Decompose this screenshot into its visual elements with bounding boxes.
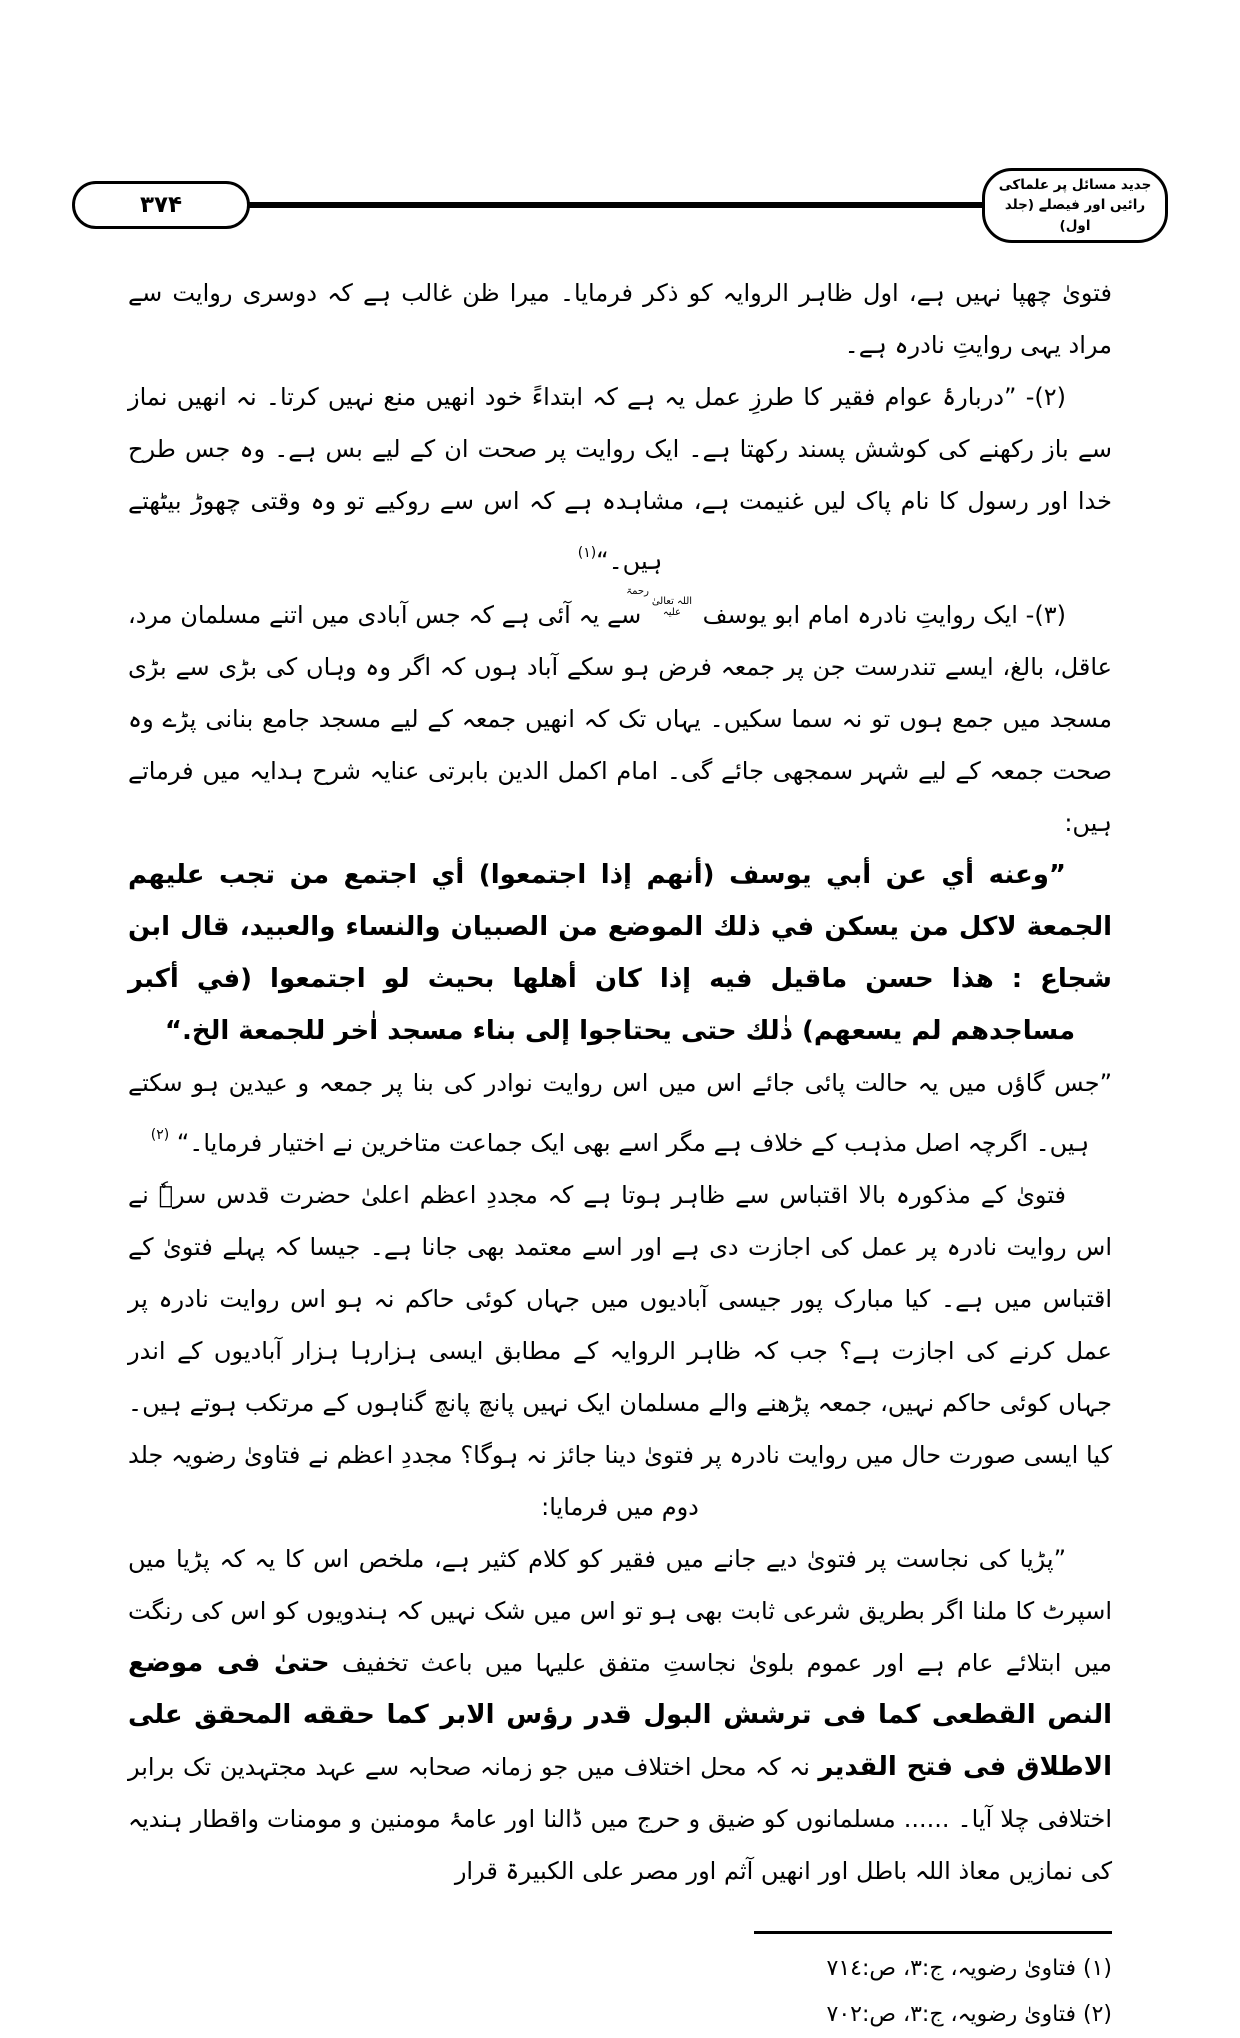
paragraph-2-text: (۲)- ”دربارۂ عوام فقیر کا طرزِ عمل یہ ہے کہ ابتداءً خود انھیں منع نہیں کرتا۔ نہ انھیں نماز سے باز رکھنے کی کوشش پسند رکھتا ہے۔ ایک روایت پر صحت ان کے لیے بس ہے۔ وہ جس طرح خدا اور رسول کا نام پاک لیں غنیمت ہے، مشاہدہ ہے کہ اس سے روکیے تو وہ وقتی چھوڑ بیٹھتے ہیں۔“ [128, 382, 1112, 575]
body-text [128, 267, 1112, 1897]
footnotes-section [128, 1931, 1112, 2038]
paragraph-6 [128, 1533, 1112, 1897]
paragraph-urdu-quote-text: ”جس گاؤں میں یہ حالت پائی جائے اس میں اس روایت نوادر کی بنا پر جمعہ و عیدین ہو سکتے ہیں۔ اگرچہ اصل مذہب کے خلاف ہے مگر اسے بھی ایک جماعت متاخرین نے اختیار فرمایا۔“ [128, 1068, 1112, 1157]
paragraph-5-text: فتویٰ کے مذکورہ بالا اقتباس سے ظاہر ہوتا ہے کہ مجددِ اعظم اعلیٰ حضرت قدس سرہٗ نے اس روایت نادرہ پر عمل کی اجازت دی ہے اور اسے معتمد بھی جانا ہے۔ جیسا کہ پہلے فتویٰ کے اقتباس میں ہے۔ کیا مبارک پور جیسی آبادیوں میں جہاں کوئی حاکم نہ ہو اس روایت نادرہ پر عمل کرنے کی اجازت ہے؟ جب کہ ظاہر الروایہ کے مطابق ایسی ہزارہا ہزار آبادیوں کے اندر جہاں کوئی حاکم نہیں، جمعہ پڑھنے والے مسلمان ایک نہیں پانچ پانچ گناہوں کے مرتکب ہوتے ہیں۔ کیا ایسی صورت حال میں روایت نادرہ پر فتویٰ دینا جائز نہ ہوگا؟ مجددِ اعظم نے فتاویٰ رضویہ جلد دوم میں فرمایا: [128, 1180, 1112, 1521]
paragraph-5 [128, 1169, 1112, 1533]
page-header [72, 168, 1168, 243]
header-double-rule [248, 202, 984, 208]
honorific-mark: رحمۃ اللہ تعالیٰ علیہ [626, 585, 693, 618]
footnote-2: (۲) فتاویٰ رضویہ، ج:۳، ص:۷۰۲ [826, 2001, 1112, 2027]
paragraph-continuation-text: فتویٰ چھپا نہیں ہے، اول ظاہر الروایہ کو ذکر فرمایا۔ میرا ظن غالب ہے کہ دوسری روایت سے مراد یہی روایتِ نادرہ ہے۔ [128, 278, 1112, 359]
footnote-1: (۱) فتاویٰ رضویہ، ج:۳، ص:۷۱٤ [826, 1955, 1112, 1981]
paragraph-continuation [128, 267, 1112, 371]
footnote-ref-2: (۲) [150, 1126, 170, 1143]
paragraph-3 [128, 587, 1112, 849]
arabic-quotation [128, 849, 1112, 1057]
paragraph-6-urdu-start: ”پڑیا کی نجاست پر فتویٰ دیے جانے میں فقیر کو کلام کثیر ہے، ملخص اس کا یہ کہ پڑیا میں اسپرٹ کا ملنا اگر بطریق شرعی ثابت بھی ہو تو اس میں شک نہیں کہ ہندویوں کو اس کی رنگت میں ابتلائے عام ہے اور عموم بلویٰ نجاستِ متفق علیہا میں باعث تخفیف [128, 1544, 1113, 1677]
footnote-ref-1: (۱) [577, 544, 597, 561]
paragraph-6-urdu-end: نہ کہ محل اختلاف میں جو زمانہ صحابہ سے عہد مجتہدین تک برابر اختلافی چلا آیا۔ ...... مسلمانوں کو ضیق و حرج میں ڈالنا اور عامۂ مومنین و مومنات واقطار ہندیہ کی نمازیں معاذ اللہ باطل اور انھیں آثم اور مصر علی الکبیرۃ قرار [128, 1752, 1112, 1885]
paragraph-6-arabic-phrase: حتیٰ فی موضع النص القطعی کما فی ترشش البول قدر رؤس الابر کما حققه المحقق علی الاطلاق فی فتح القدیر [128, 1647, 1113, 1782]
page-number-pill [72, 181, 250, 229]
arabic-quotation-text: ”وعنه أي عن أبي يوسف (أنهم إذا اجتمعوا) أي اجتمع من تجب عليهم الجمعة لاكل من يسكن في ذلك الموضع من الصبيان والنساء والعبيد، قال ابن شجاع : هذا حسن ماقيل فيه إذا كان أهلها بحيث لو اجتمعوا (في أكبر مساجدهم لم يسعهم) ذٰلك حتى يحتاجوا إلى بناء مسجد اٰخر للجمعة الخ.“ [128, 859, 1112, 1046]
book-title-pill [982, 168, 1168, 243]
footnote-separator-rule [754, 1931, 1112, 1934]
paragraph-2 [128, 371, 1112, 587]
paragraph-3-text-end: سے یہ آئی ہے کہ جس آبادی میں اتنے مسلمان مرد، عاقل، بالغ، ایسے تندرست جن پر جمعہ فرض ہو سکے آباد ہوں کہ اگر وہ وہاں کی بڑی سے بڑی مسجد میں جمع ہوں تو نہ سما سکیں۔ یہاں تک کہ انھیں جمعہ کے لیے مسجد جامع بنانی پڑے وہ صحت جمعہ کے لیے شہر سمجھی جائے گی۔ امام اکمل الدین بابرتی عنایہ شرح ہدایہ میں فرماتے ہیں: [128, 600, 1112, 837]
page-number: ۳۷۴ [139, 192, 183, 219]
paragraph-3-text-start: (۳)- ایک روایتِ نادرہ امام ابو یوسف [702, 600, 1066, 629]
paragraph-urdu-quote [128, 1057, 1112, 1169]
book-title: جدید مسائل پر علماکی رائیں اور فیصلے (جلد اول) [998, 177, 1152, 234]
